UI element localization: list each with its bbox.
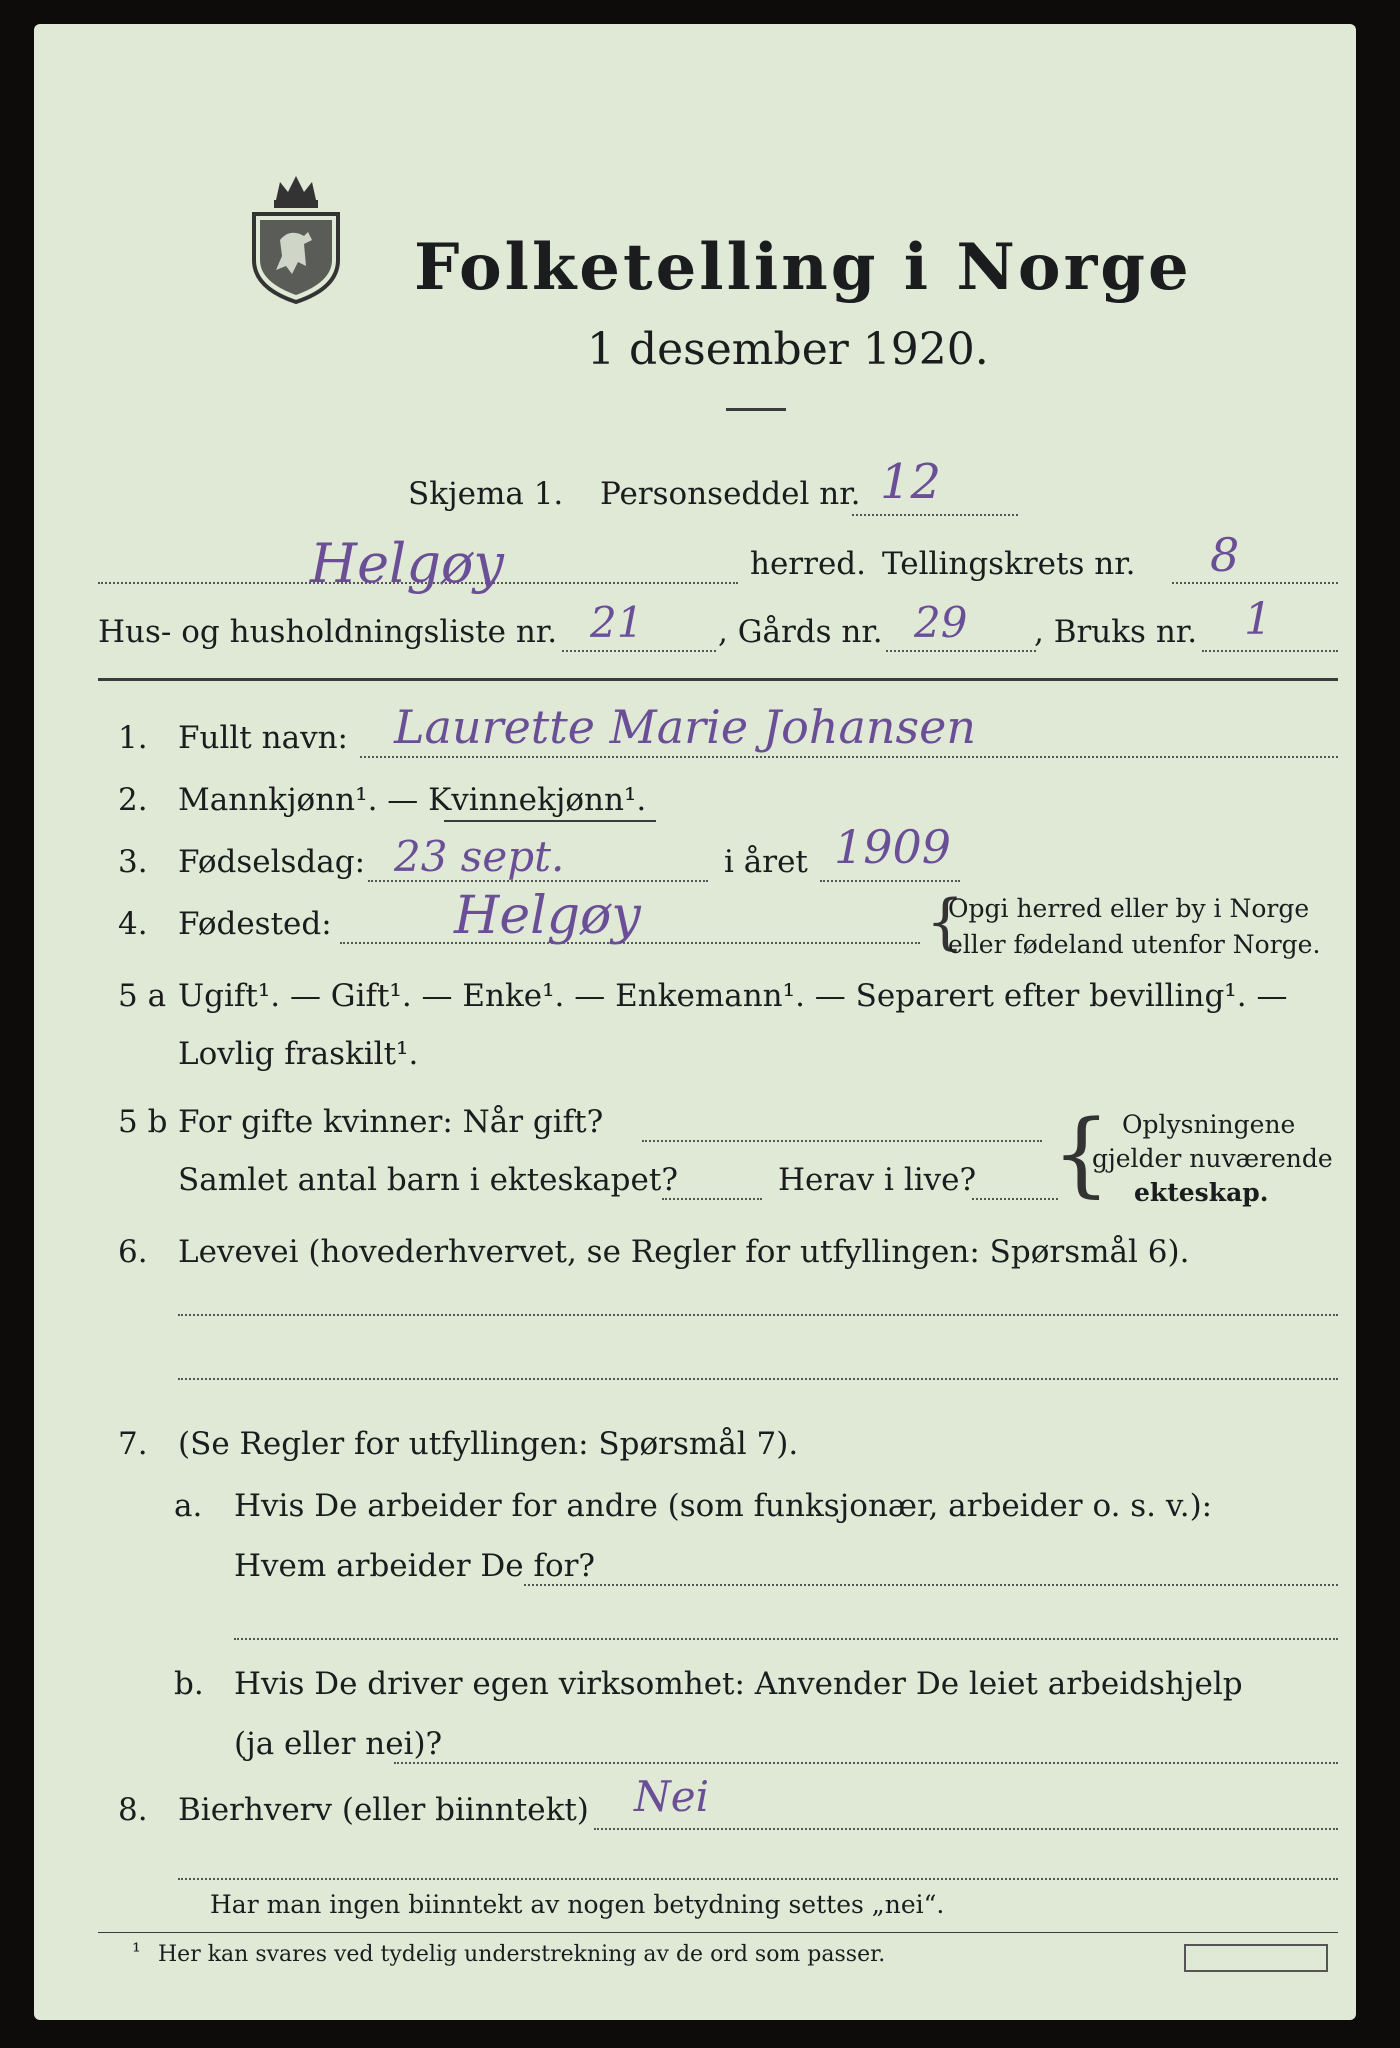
side-income-field-2[interactable] — [178, 1878, 1338, 1880]
personseddel-label: Personseddel nr. — [600, 476, 861, 512]
bruks-label: , Bruks nr. — [1034, 614, 1198, 650]
title-rule — [726, 408, 786, 411]
q7b-line1: Hvis De driver egen virksomhet: Anvender De leiet arbeidshjelp — [234, 1666, 1243, 1702]
q7a-line1: Hvis De arbeider for andre (som funksjonær, arbeider o. s. v.): — [234, 1488, 1213, 1524]
q4-label: Fødested: — [178, 906, 332, 942]
q3-year-label: i året — [724, 844, 808, 880]
employer-field-2[interactable] — [234, 1638, 1338, 1640]
q8-label: Bierhverv (eller biinntekt) — [178, 1792, 589, 1828]
q4-brace: { — [926, 887, 965, 957]
census-date: 1 desember 1920. — [587, 324, 989, 375]
children-alive-field[interactable] — [972, 1198, 1058, 1200]
full-name-field[interactable] — [360, 756, 1338, 758]
children-total-field[interactable] — [662, 1198, 762, 1200]
husholdningsliste-field[interactable] — [562, 650, 716, 652]
footnote-mark: ¹ — [132, 1940, 141, 1965]
q3-label: Fødselsdag: — [178, 844, 366, 880]
norwegian-coat-of-arms-icon — [246, 170, 346, 306]
q6-number: 6. — [118, 1234, 148, 1270]
husholdningsliste-label: Hus- og husholdningsliste nr. — [98, 614, 558, 650]
footnote-divider — [98, 1932, 1338, 1933]
q8-number: 8. — [118, 1792, 148, 1828]
married-when-field[interactable] — [642, 1140, 1042, 1142]
occupation-field-1[interactable] — [178, 1314, 1338, 1316]
q1-number: 1. — [118, 720, 148, 756]
birthyear-field[interactable] — [820, 880, 960, 882]
q4-note-line1: Opgi herred eller by i Norge — [948, 894, 1310, 923]
bruks-value: 1 — [1244, 594, 1272, 645]
form-title: Folketelling i Norge — [414, 230, 1192, 305]
footnote-text: Her kan svares ved tydelig understrekning av de ord som passer. — [158, 1942, 886, 1967]
side-income-value: Nei — [634, 1772, 710, 1821]
gender-underline — [444, 820, 656, 822]
tellingskrets-field[interactable] — [1172, 582, 1338, 584]
q3-number: 3. — [118, 844, 148, 880]
q5b-note-line2: gjelder nuværende — [1092, 1144, 1333, 1173]
q7-label: (Se Regler for utfyllingen: Spørsmål 7). — [178, 1426, 799, 1462]
hired-help-field[interactable] — [394, 1762, 1338, 1764]
side-income-field[interactable] — [594, 1828, 1338, 1830]
herred-label: herred. — [750, 546, 866, 582]
q7a-line2: Hvem arbeider De for? — [234, 1548, 596, 1584]
q7a-number: a. — [174, 1488, 203, 1524]
q7-number: 7. — [118, 1426, 148, 1462]
q5b-number: 5 b — [118, 1104, 168, 1140]
birthyear-value: 1909 — [834, 820, 952, 874]
q2-number: 2. — [118, 782, 148, 818]
tellingskrets-value: 8 — [1210, 528, 1240, 582]
tellingskrets-label: Tellingskrets nr. — [882, 546, 1136, 582]
marital-status-options[interactable]: Ugift¹. — Gift¹. — Enke¹. — Enkemann¹. — Separert efter bevilling¹. — — [178, 978, 1288, 1014]
birthplace-value: Helgøy — [454, 886, 641, 946]
q5a-number: 5 a — [118, 978, 167, 1014]
printer-stamp — [1184, 1944, 1328, 1972]
herred-value: Helgøy — [310, 532, 504, 595]
q5b-children-label: Samlet antal barn i ekteskapet? — [178, 1162, 678, 1198]
q7b-line2: (ja eller nei)? — [234, 1726, 443, 1762]
q7b-number-visible: b. — [174, 1666, 204, 1702]
q5b-note-line3: ekteskap. — [1134, 1178, 1269, 1207]
occupation-field-2[interactable] — [178, 1378, 1338, 1380]
q5b-line1: For gifte kvinner: Når gift? — [178, 1104, 604, 1140]
q4-number: 4. — [118, 906, 148, 942]
q1-label: Fullt navn: — [178, 720, 348, 756]
gender-options[interactable]: Mannkjønn¹. — Kvinnekjønn¹. — [178, 782, 647, 818]
employer-field-1[interactable] — [524, 1584, 1338, 1586]
q5b-alive-label: Herav i live? — [778, 1162, 977, 1198]
q4-note-line2: eller fødeland utenfor Norge. — [948, 930, 1321, 959]
q5b-note-line1: Oplysningene — [1122, 1110, 1296, 1139]
marital-status-options-2[interactable]: Lovlig fraskilt¹. — [178, 1036, 419, 1072]
q8-note: Har man ingen biinntekt av nogen betydning settes „nei“. — [210, 1890, 945, 1919]
bruks-field[interactable] — [1202, 650, 1338, 652]
personseddel-field[interactable] — [852, 514, 1018, 516]
q5b-brace: { — [1052, 1100, 1111, 1207]
personseddel-value: 12 — [880, 454, 942, 510]
q6-label: Levevei (hovederhvervet, se Regler for utfyllingen: Spørsmål 6). — [178, 1234, 1190, 1270]
skjema-label: Skjema 1. — [408, 476, 564, 512]
census-form-sheet — [34, 24, 1356, 2020]
husholdningsliste-value: 21 — [590, 598, 644, 647]
header-divider — [98, 678, 1338, 681]
birthdate-value: 23 sept. — [394, 832, 565, 881]
gards-field[interactable] — [886, 650, 1036, 652]
full-name-value: Laurette Marie Johansen — [394, 700, 976, 754]
gards-nr-label: , Gårds nr. — [718, 614, 883, 650]
gards-value: 29 — [914, 598, 968, 647]
